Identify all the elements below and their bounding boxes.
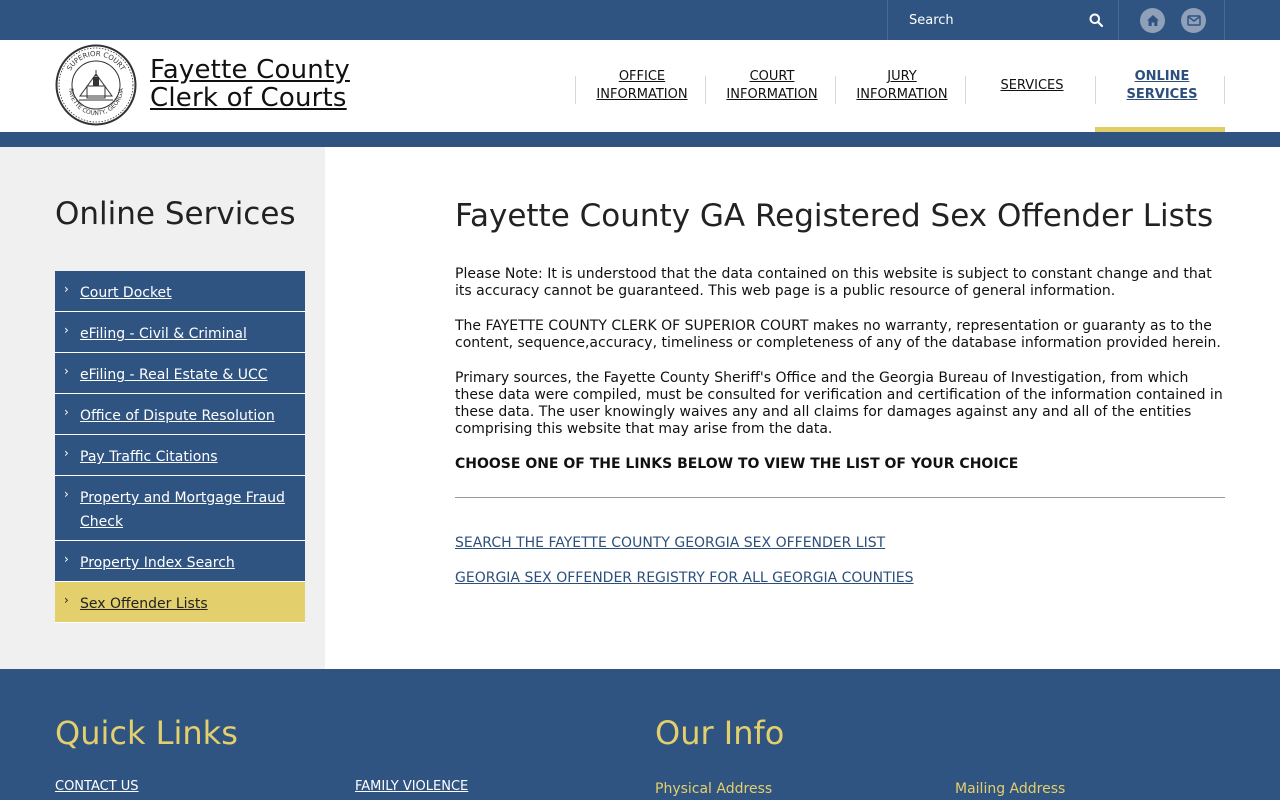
topbar-divider (1224, 0, 1225, 40)
page-title: Fayette County GA Registered Sex Offender Lists (455, 198, 1214, 234)
contact-us-link[interactable]: CONTACT US (55, 779, 139, 794)
instruction-text: CHOOSE ONE OF THE LINKS BELOW TO VIEW THE LIST OF YOUR CHOICE (455, 456, 1019, 472)
chevron-right-icon: › (64, 323, 69, 337)
header-band (0, 132, 1280, 147)
chevron-right-icon: › (64, 487, 69, 501)
sidebar-item-efiling-real-estate-ucc[interactable] (55, 353, 305, 394)
sidebar-item-label: eFiling - Real Estate & UCC (80, 367, 268, 383)
search-box (887, 0, 1119, 40)
mail-icon[interactable] (1181, 8, 1206, 33)
sidebar-item-label: Property Index Search (80, 555, 235, 571)
nav-label-line1: ONLINE (1134, 69, 1190, 84)
site-title-link[interactable] (150, 56, 350, 112)
site-header (0, 40, 1280, 132)
nav-label-line1: COURT (749, 69, 795, 84)
nav-label-line2: INFORMATION (596, 87, 688, 102)
nav-label-line1: SERVICES (1000, 78, 1064, 93)
family-violence-link[interactable]: FAMILY VIOLENCE (355, 779, 469, 794)
nav-separator (1224, 76, 1225, 104)
nav-label-line2: SERVICES (1126, 87, 1198, 102)
chevron-right-icon: › (64, 282, 69, 296)
our-info-heading: Our Info (655, 714, 785, 752)
quick-links-heading: Quick Links (55, 714, 238, 752)
sidebar-item-label: Court Docket (80, 285, 172, 301)
chevron-right-icon: › (64, 364, 69, 378)
nav-label-line2: INFORMATION (726, 87, 818, 102)
search-icon[interactable] (1087, 10, 1105, 30)
nav-services[interactable] (967, 40, 1097, 132)
sidebar-item-property-mortgage-fraud[interactable] (55, 476, 305, 541)
top-utility-bar (0, 0, 1280, 40)
sidebar-item-court-docket[interactable] (55, 271, 305, 312)
search-input[interactable] (888, 0, 1083, 40)
svg-text:FAYETTE COUNTY, GEORGIA: FAYETTE COUNTY, GEORGIA (66, 87, 126, 118)
disclaimer-paragraph-2: The FAYETTE COUNTY CLERK OF SUPERIOR COURT makes no warranty, representation or guaranty as to the content, sequence,accuracy, timeliness or completeness of any of the database information provided herein. (455, 318, 1221, 351)
nav-label-line1: OFFICE (618, 69, 666, 84)
nav-separator (1095, 76, 1096, 104)
chevron-right-icon: › (64, 446, 69, 460)
nav-separator (835, 76, 836, 104)
mailing-address-label: Mailing Address (955, 781, 1066, 797)
sidebar-item-label: eFiling - Civil & Criminal (80, 326, 247, 342)
county-seal-logo[interactable] (55, 44, 137, 126)
nav-court-information[interactable] (707, 40, 837, 132)
nav-separator (965, 76, 966, 104)
svg-text:SUPERIOR COURT: SUPERIOR COURT (65, 49, 127, 73)
nav-separator (705, 76, 706, 104)
home-icon[interactable] (1140, 8, 1165, 33)
chevron-right-icon: › (64, 593, 69, 607)
sidebar-item-label: Property and Mortgage Fraud Check (80, 490, 285, 530)
chevron-right-icon: › (64, 405, 69, 419)
nav-jury-information[interactable] (837, 40, 967, 132)
sidebar-title: Online Services (55, 196, 296, 232)
disclaimer-paragraph-1: Please Note: It is understood that the data contained on this website is subject to constant change and that its accuracy cannot be guaranteed. This web page is a public resource of general information. (455, 266, 1212, 299)
chevron-right-icon: › (64, 552, 69, 566)
nav-online-services[interactable] (1097, 40, 1227, 132)
nav-office-information[interactable] (577, 40, 707, 132)
sidebar-item-efiling-civil-criminal[interactable] (55, 312, 305, 353)
disclaimer-paragraph-3: Primary sources, the Fayette County Sheriff's Office and the Georgia Bureau of Investigation, from which these data were compiled, must be consulted for verification and certification of the information contained in these data. The user knowingly waives any and all claims for damages against any and all of the entities comprising this website that may arise from the data. (455, 370, 1223, 437)
site-footer (0, 669, 1280, 800)
content-divider (455, 497, 1225, 498)
sidebar-item-sex-offender-lists[interactable] (55, 582, 305, 623)
sidebar-item-label: Sex Offender Lists (80, 596, 208, 612)
site-title-line2: Clerk of Courts (150, 83, 347, 113)
nav-label-line1: JURY (887, 69, 917, 84)
sidebar-menu (55, 271, 305, 623)
sidebar-item-pay-traffic-citations[interactable] (55, 435, 305, 476)
fayette-offender-list-link[interactable]: SEARCH THE FAYETTE COUNTY GEORGIA SEX OFFENDER LIST (455, 535, 886, 551)
sidebar-item-label: Pay Traffic Citations (80, 449, 218, 465)
nav-label-line2: INFORMATION (856, 87, 948, 102)
main-content (455, 196, 1225, 604)
sidebar-item-dispute-resolution[interactable] (55, 394, 305, 435)
nav-separator (575, 76, 576, 104)
sidebar-item-property-index-search[interactable] (55, 541, 305, 582)
physical-address-label: Physical Address (655, 781, 773, 797)
georgia-offender-registry-link[interactable]: GEORGIA SEX OFFENDER REGISTRY FOR ALL GEORGIA COUNTIES (455, 570, 914, 586)
site-title-line1: Fayette County (150, 55, 350, 85)
sidebar-item-label: Office of Dispute Resolution (80, 408, 275, 424)
